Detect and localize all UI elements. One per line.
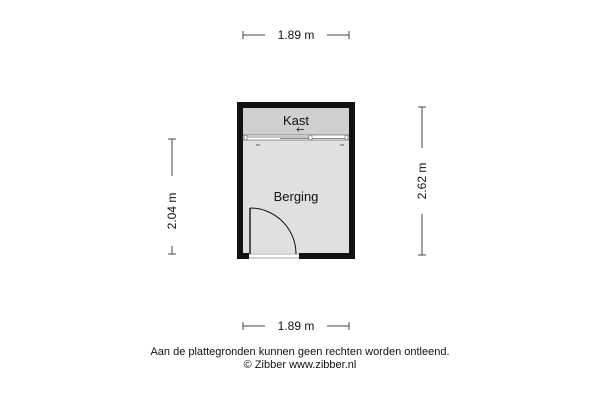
top-dimension — [243, 28, 349, 42]
storage-label: Berging — [273, 189, 319, 204]
left-dimension — [165, 139, 179, 254]
disclaimer-text: Aan de plattegronden kunnen geen rechten worden ontleend. — [150, 346, 450, 358]
bottom-dimension — [243, 319, 349, 333]
closet-label: Kast — [282, 113, 310, 128]
closet-sliding-doors — [243, 135, 349, 140]
left-dimension-label: 2.04 m — [165, 192, 179, 230]
copyright-text: © Zibber www.zibber.nl — [243, 359, 357, 371]
top-dimension-label: 1.89 m — [277, 28, 315, 42]
right-dimension — [415, 107, 429, 255]
bottom-dimension-label: 1.89 m — [277, 319, 315, 333]
right-dimension-label: 2.62 m — [415, 162, 429, 200]
